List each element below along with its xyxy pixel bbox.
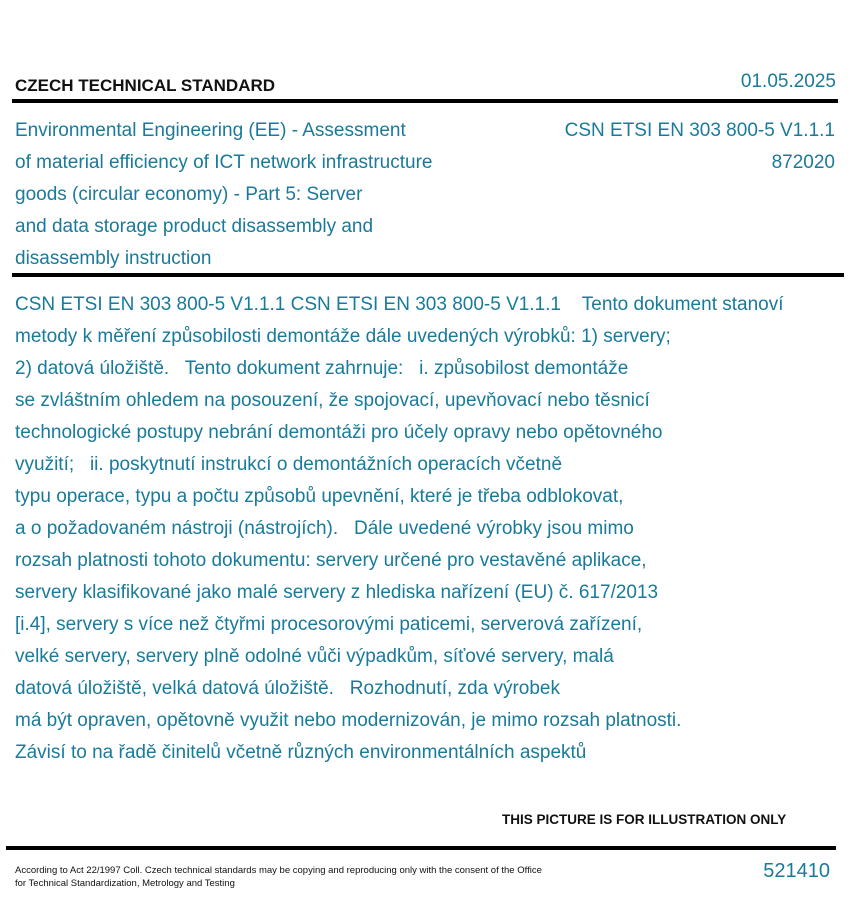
title-line: and data storage product disassembly and [15, 216, 374, 237]
abstract-line: se zvláštním ohledem na posouzení, že spojovací, upevňovací nebo těsnicí [15, 390, 650, 411]
abstract-line: metody k měření způsobilosti demontáže dále uvedených výrobků: 1) servery; [15, 326, 671, 347]
title-line: disassembly instruction [15, 248, 212, 269]
abstract-line: CSN ETSI EN 303 800-5 V1.1.1 CSN ETSI EN 303 800-5 V1.1.1 Tento dokument stanoví [15, 294, 784, 315]
abstract-text [15, 289, 865, 769]
abstract-line: rozsah platnosti tohoto dokumentu: servery určené pro vestavěné aplikace, [15, 550, 647, 571]
publication-date: 01.05.2025 [740, 71, 836, 92]
standard-title [15, 115, 515, 275]
header-rule [12, 99, 838, 103]
standard-id: CSN ETSI EN 303 800-5 V1.1.1 [564, 120, 835, 141]
abstract-line: [i.4], servery s více než čtyřmi procesorovými paticemi, serverová zařízení, [15, 614, 643, 635]
abstract-line: má být opraven, opětovně využit nebo modernizován, je mimo rozsah platnosti. [15, 710, 682, 731]
standard-type-label: CZECH TECHNICAL STANDARD [15, 76, 276, 95]
classification-code: 872020 [771, 152, 835, 173]
title-rule [12, 273, 844, 277]
abstract-line: typu operace, typu a počtu způsobů upevnění, které je třeba odblokovat, [15, 486, 624, 507]
title-line: of material efficiency of ICT network infrastructure [15, 152, 433, 173]
copyright-line: for Technical Standardization, Metrology and Testing [15, 878, 235, 889]
abstract-line: a o požadovaném nástroji (nástrojích). Dále uvedené výrobky jsou mimo [15, 518, 634, 539]
standard-identifier-block [490, 115, 835, 179]
abstract-line: Závisí to na řadě činitelů včetně různých environmentálních aspektů [15, 742, 587, 763]
copyright-notice [15, 864, 595, 890]
catalog-number: 521410 [763, 860, 830, 882]
abstract-line: 2) datová úložiště. Tento dokument zahrnuje: i. způsobilost demontáže [15, 358, 629, 379]
footer-rule [6, 846, 836, 850]
abstract-line: servery klasifikované jako malé servery z hlediska nařízení (EU) č. 617/2013 [15, 582, 659, 603]
title-line: goods (circular economy) - Part 5: Server [15, 184, 363, 205]
title-line: Environmental Engineering (EE) - Assessment [15, 120, 406, 141]
abstract-line: velké servery, servery plně odolné vůči výpadkům, síťové servery, malá [15, 646, 614, 667]
copyright-line: According to Act 22/1997 Coll. Czech technical standards may be copying and reproducing only with the consent of the Office [15, 865, 542, 876]
abstract-line: datová úložiště, velká datová úložiště. Rozhodnutí, zda výrobek [15, 678, 560, 699]
illustration-disclaimer: THIS PICTURE IS FOR ILLUSTRATION ONLY [502, 812, 787, 827]
abstract-line: využití; ii. poskytnutí instrukcí o demontážních operacích včetně [15, 454, 563, 475]
abstract-line: technologické postupy nebrání demontáži pro účely opravy nebo opětovného [15, 422, 663, 443]
